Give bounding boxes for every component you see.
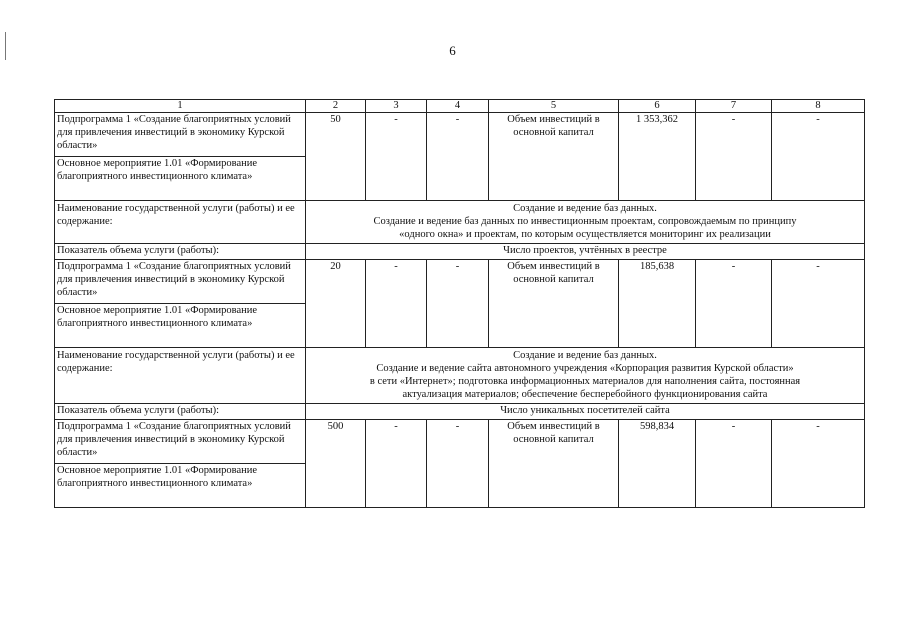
value-col8: - (772, 260, 865, 348)
value-col8: - (772, 113, 865, 201)
header-cell: 1 (55, 100, 306, 113)
value-col7: - (696, 420, 772, 508)
header-cell: 6 (619, 100, 696, 113)
table-row (55, 244, 865, 260)
subprogram-name: Подпрограмма 1 «Создание благоприятных условий для привлечения инвестиций в экономику Курской области» (55, 260, 306, 304)
indicator-name: Объем инвестиций в основной капитал (489, 420, 619, 508)
table-row (55, 404, 865, 420)
service-line: Создание и ведение баз данных. (513, 203, 657, 214)
value-col4: - (427, 260, 489, 348)
value-col7: - (696, 260, 772, 348)
service-line: Создание и ведение баз данных. (513, 350, 657, 361)
value-col2: 20 (306, 260, 366, 348)
table-row (55, 201, 865, 244)
service-line: в сети «Интернет»; подготовка информационных материалов для наполнения сайта, постоянная (369, 376, 801, 387)
indicator-value: Число уникальных посетителей сайта (306, 404, 865, 420)
page-number: 6 (449, 43, 456, 58)
header-cell: 5 (489, 100, 619, 113)
main-measure-name: Основное мероприятие 1.01 «Формирование благоприятного инвестиционного климата» (55, 464, 306, 508)
value-col2: 50 (306, 113, 366, 201)
value-col4: - (427, 113, 489, 201)
table-row (55, 348, 865, 404)
main-measure-name: Основное мероприятие 1.01 «Формирование благоприятного инвестиционного климата» (55, 304, 306, 348)
value-col2: 500 (306, 420, 366, 508)
table-row (55, 260, 865, 304)
indicator-value: Число проектов, учтённых в реестре (306, 244, 865, 260)
subprogram-name: Подпрограмма 1 «Создание благоприятных условий для привлечения инвестиций в экономику Курской области» (55, 420, 306, 464)
table-row (55, 113, 865, 157)
value-col3: - (366, 113, 427, 201)
data-table (54, 99, 865, 508)
service-line: Создание и ведение сайта автономного учреждения «Корпорация развития Курской области» (376, 363, 794, 374)
header-cell: 4 (427, 100, 489, 113)
value-col8: - (772, 420, 865, 508)
service-line: «одного окна» и проектам, по которым осуществляется мониторинг их реализации (399, 229, 771, 240)
value-col3: - (366, 420, 427, 508)
header-cell: 7 (696, 100, 772, 113)
indicator-name: Объем инвестиций в основной капитал (489, 260, 619, 348)
header-cell: 2 (306, 100, 366, 113)
subprogram-name: Подпрограмма 1 «Создание благоприятных условий для привлечения инвестиций в экономику Курской области» (55, 113, 306, 157)
header-cell: 3 (366, 100, 427, 113)
indicator-name: Объем инвестиций в основной капитал (489, 113, 619, 201)
indicator-label: Показатель объема услуги (работы): (55, 404, 306, 420)
service-line: актуализация материалов; обеспечение бесперебойного функционирования сайта (402, 389, 768, 400)
value-col7: - (696, 113, 772, 201)
value-col6: 1 353,362 (619, 113, 696, 201)
service-label: Наименование государственной услуги (работы) и ее содержание: (55, 348, 306, 404)
value-col6: 598,834 (619, 420, 696, 508)
value-col4: - (427, 420, 489, 508)
service-description (306, 201, 865, 244)
header-row (55, 100, 865, 113)
service-line: Создание и ведение баз данных по инвестиционным проектам, сопровождаемым по принципу (373, 216, 797, 227)
indicator-label: Показатель объема услуги (работы): (55, 244, 306, 260)
table-row (55, 420, 865, 464)
service-description (306, 348, 865, 404)
value-col6: 185,638 (619, 260, 696, 348)
value-col3: - (366, 260, 427, 348)
main-measure-name: Основное мероприятие 1.01 «Формирование благоприятного инвестиционного климата» (55, 157, 306, 201)
header-cell: 8 (772, 100, 865, 113)
service-label: Наименование государственной услуги (работы) и ее содержание: (55, 201, 306, 244)
